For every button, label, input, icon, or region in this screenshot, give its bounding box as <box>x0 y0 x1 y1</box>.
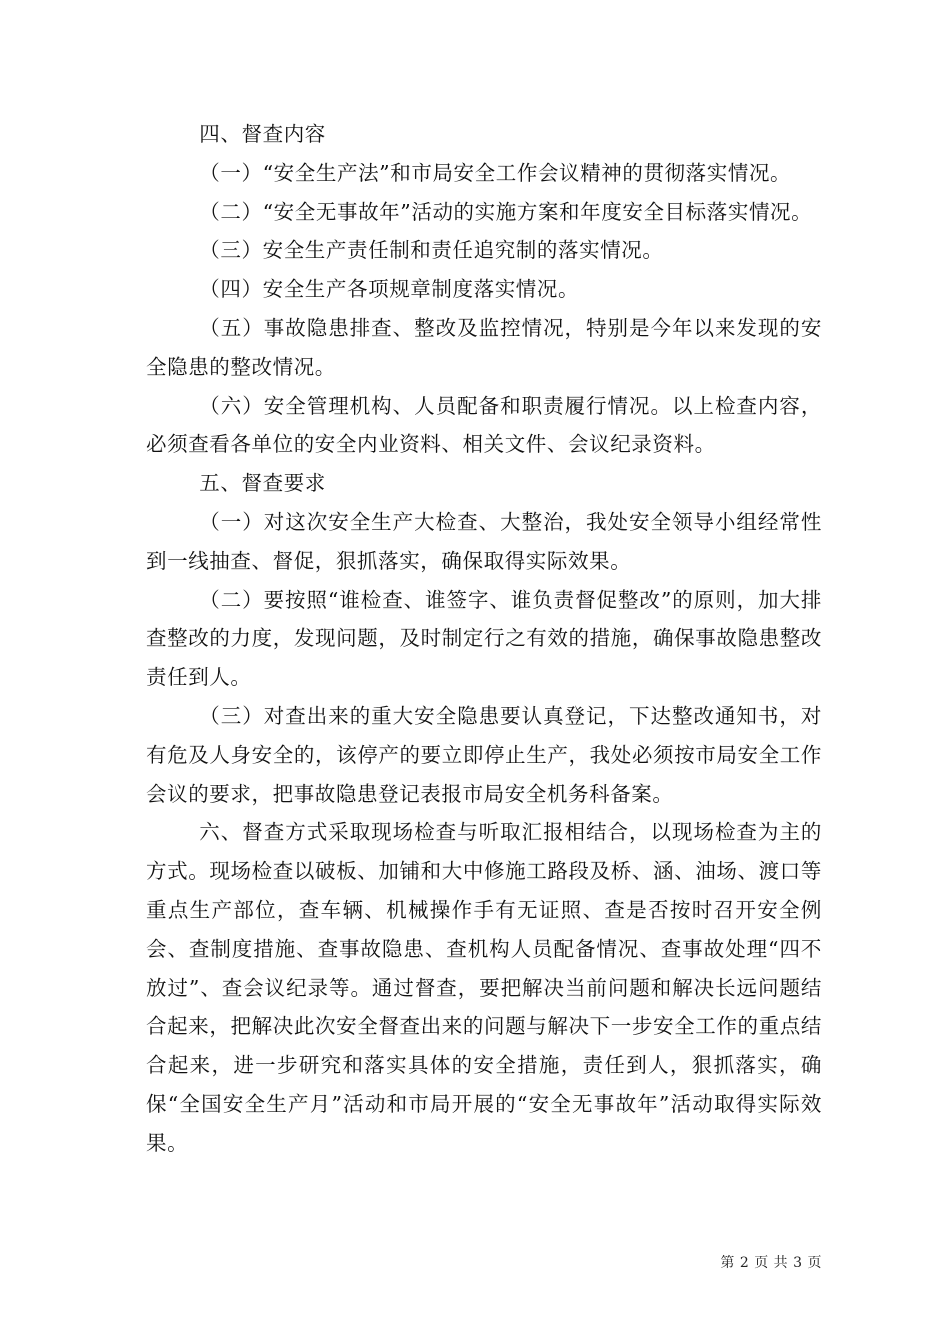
page-number-footer: 第 2 页 共 3 页 <box>720 1255 822 1271</box>
document-body <box>146 115 822 1163</box>
paragraph-item-6: （六）安全管理机构、人员配备和职责履行情况。以上检查内容，必须查看各单位的安全内业资料、相关文件、会议纪录资料。 <box>146 393 822 457</box>
paragraph-item-2: （二）“安全无事故年”活动的实施方案和年度安全目标落实情况。 <box>199 199 813 224</box>
paragraph-requirement-3: （三）对查出来的重大安全隐患要认真登记，下达整改通知书，对有危及人身安全的，该停产的要立即停止生产，我处必须按市局安全工作会议的要求，把事故隐患登记表报市局安全机务科备案。 <box>146 703 822 806</box>
paragraph-inspection-method: 六、督查方式采取现场检查与听取汇报相结合，以现场检查为主的方式。现场检查以破板、加铺和大中修施工路段及桥、涵、油场、渡口等重点生产部位，查车辆、机械操作手有无证照、查是否按时召开安全例会、查制度措施、查事故隐患、查机构人员配备情况、查事故处理“四不放过”、查会议纪录等。通过督查，要把解决当前问题和解决长远问题结合起来，把解决此次安全督查出来的问题与解决下一步安全工作的重点结合起来，进一步研究和落实具体的安全措施，责任到人，狠抓落实，确保“全国安全生产月”活动和市局开展的“安全无事故年”活动取得实际效果。 <box>146 820 822 1155</box>
paragraph-requirement-2: （二）要按照“谁检查、谁签字、谁负责督促整改”的原则，加大排查整改的力度，发现问题，及时制定行之有效的措施，确保事故隐患整改责任到人。 <box>146 587 822 690</box>
paragraph-item-4: （四）安全生产各项规章制度落实情况。 <box>199 277 580 302</box>
paragraph-item-5: （五）事故隐患排查、整改及监控情况，特别是今年以来发现的安全隐患的整改情况。 <box>146 315 822 379</box>
paragraph-item-3: （三）安全生产责任制和责任追究制的落实情况。 <box>199 238 664 263</box>
paragraph-item-1: （一）“安全生产法”和市局安全工作会议精神的贯彻落实情况。 <box>199 160 792 185</box>
section-heading-inspection-requirements: 五、督查要求 <box>199 471 326 496</box>
section-heading-inspection-content: 四、督查内容 <box>199 122 326 146</box>
paragraph-requirement-1: （一）对这次安全生产大检查、大整治，我处安全领导小组经常性到一线抽查、督促，狠抓落实，确保取得实际效果。 <box>146 509 822 573</box>
